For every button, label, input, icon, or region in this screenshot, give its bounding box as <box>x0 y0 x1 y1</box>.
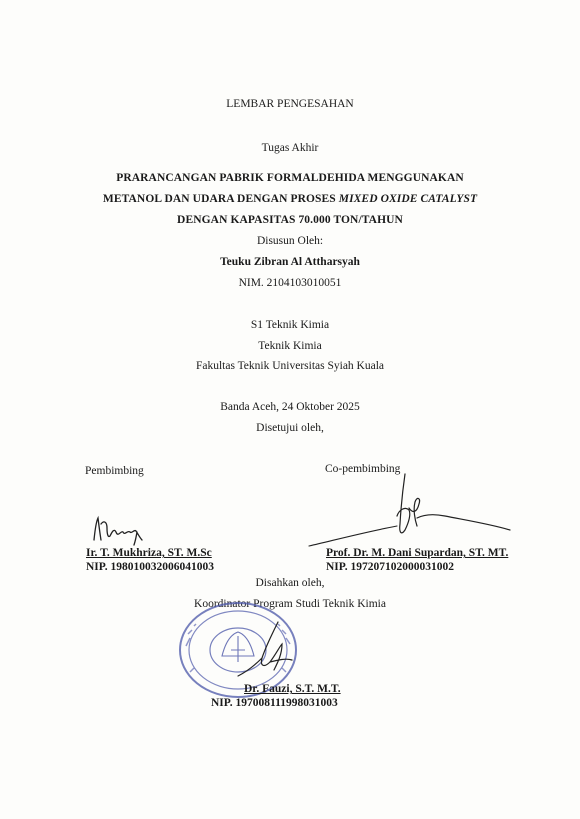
co-supervisor-role: Co-pembimbing <box>325 463 401 475</box>
thesis-title-line-1: PRARANCANGAN PABRIK FORMALDEHIDA MENGGUNAKAN <box>116 172 464 184</box>
thesis-title-line-3: DENGAN KAPASITAS 70.000 TON/TAHUN <box>177 214 403 226</box>
department: Teknik Kimia <box>258 340 322 352</box>
supervisor-signature <box>90 512 150 546</box>
thesis-title-line-2-italic: MIXED OXIDE CATALYST <box>338 193 478 205</box>
place-date: Banda Aceh, 24 Oktober 2025 <box>220 401 360 413</box>
supervisor-name: Ir. T. Mukhriza, ST. M.Sc <box>86 547 212 559</box>
author-name: Teuku Zibran Al Attharsyah <box>220 256 360 268</box>
thesis-title-line-2-text: METANOL DAN UDARA DENGAN PROSES <box>102 193 339 205</box>
thesis-title-line-2 <box>0 192 580 206</box>
coordinator-role: Koordinator Program Studi Teknik Kimia <box>194 598 386 610</box>
co-supervisor-nip: NIP. 197207102000031002 <box>326 561 454 573</box>
author-label: Disusun Oleh: <box>256 235 324 247</box>
supervisor-nip: NIP. 198010032006041003 <box>86 561 214 573</box>
co-supervisor-signature <box>305 470 515 548</box>
co-supervisor-name: Prof. Dr. M. Dani Supardan, ST. MT. <box>326 547 509 559</box>
approved-by-label: Disetujui oleh, <box>256 422 324 434</box>
page-heading: LEMBAR PENGESAHAN <box>226 98 354 110</box>
coordinator-signature <box>232 618 312 682</box>
supervisor-role: Pembimbing <box>85 465 144 477</box>
study-program: S1 Teknik Kimia <box>250 319 330 331</box>
ratified-by-label: Disahkan oleh, <box>255 577 325 589</box>
document-type: Tugas Akhir <box>261 142 319 154</box>
coordinator-nip: NIP. 197008111998031003 <box>211 697 338 709</box>
author-nim: NIM. 2104103010051 <box>238 277 342 289</box>
coordinator-name: Dr. Fauzi, S.T. M.T. <box>244 683 341 695</box>
faculty: Fakultas Teknik Universitas Syiah Kuala <box>195 360 385 372</box>
